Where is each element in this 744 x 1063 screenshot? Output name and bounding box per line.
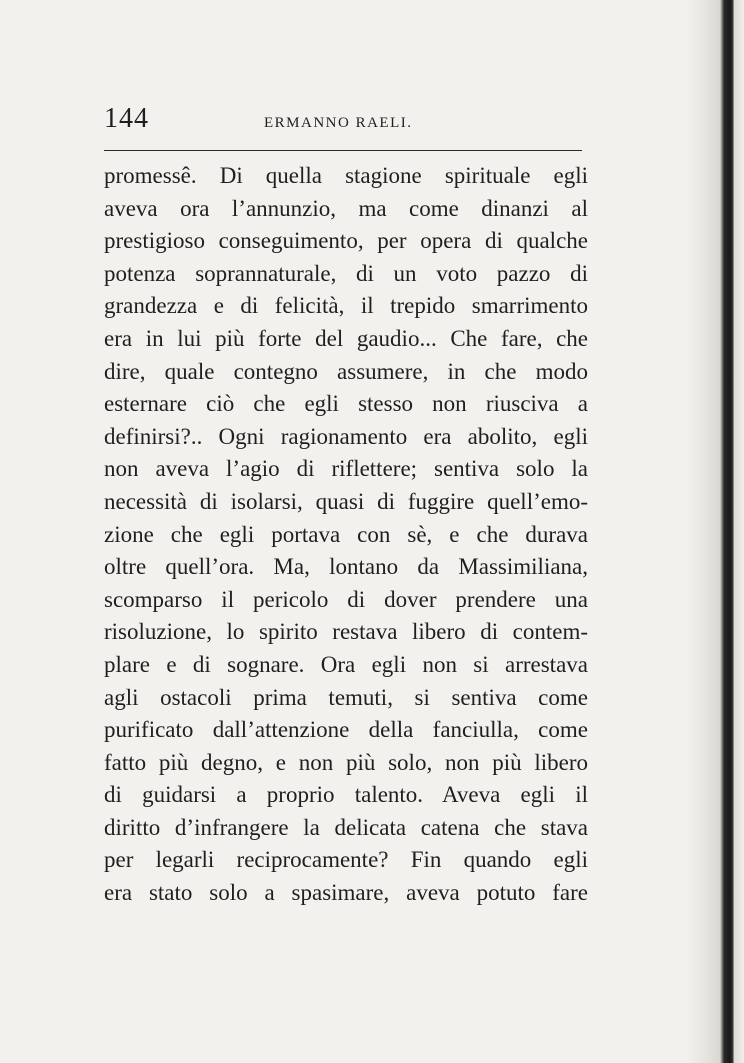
text-line: necessità di isolarsi, quasi di fuggire quell’emo- — [104, 488, 588, 514]
text-line: definirsi?.. Ogni ragionamento era abolito, egli — [104, 423, 588, 449]
text-line: prestigioso conseguimento, per opera di qualche — [104, 228, 588, 254]
header-rule — [104, 150, 582, 151]
page-edge-shadow — [686, 0, 744, 1063]
text-line: era in lui più forte del gaudio... Che fare, che — [104, 325, 588, 351]
text-line: scomparso il pericolo di dover prendere una — [104, 586, 588, 612]
text-line: era stato solo a spasimare, aveva potuto fare — [104, 880, 588, 906]
running-head: ERMANNO RAELI. — [264, 115, 413, 131]
text-line: risoluzione, lo spirito restava libero di contem- — [104, 619, 588, 645]
text-line: esternare ciò che egli stesso non riusciva a — [104, 391, 588, 417]
text-line: dire, quale contegno assumere, in che modo — [104, 358, 588, 384]
page-header — [104, 104, 584, 136]
text-line: promessê. Di quella stagione spirituale egli — [104, 163, 588, 188]
text-line: purificato dall’attenzione della fanciulla, come — [104, 717, 588, 743]
text-line: di guidarsi a proprio talento. Aveva egli il — [104, 782, 588, 808]
page-number: 144 — [104, 103, 149, 134]
text-line: agli ostacoli prima temuti, si sentiva come — [104, 684, 588, 710]
text-line: zione che egli portava con sè, e che durava — [104, 521, 588, 547]
text-line: oltre quell’ora. Ma, lontano da Massimiliana, — [104, 554, 588, 580]
text-line: per legarli reciprocamente? Fin quando egli — [104, 847, 588, 873]
text-line: aveva ora l’annunzio, ma come dinanzi al — [104, 195, 588, 221]
text-line: diritto d’infrangere la delicata catena che stava — [104, 814, 588, 840]
text-line: fatto più degno, e non più solo, non più libero — [104, 749, 588, 775]
text-line: grandezza e di felicità, il trepido smarrimento — [104, 293, 588, 319]
text-line: potenza soprannaturale, di un voto pazzo di — [104, 260, 588, 286]
text-line: plare e di sognare. Ora egli non si arrestava — [104, 651, 588, 677]
text-line: non aveva l’agio di riflettere; sentiva solo la — [104, 456, 588, 482]
body-text — [104, 160, 588, 910]
